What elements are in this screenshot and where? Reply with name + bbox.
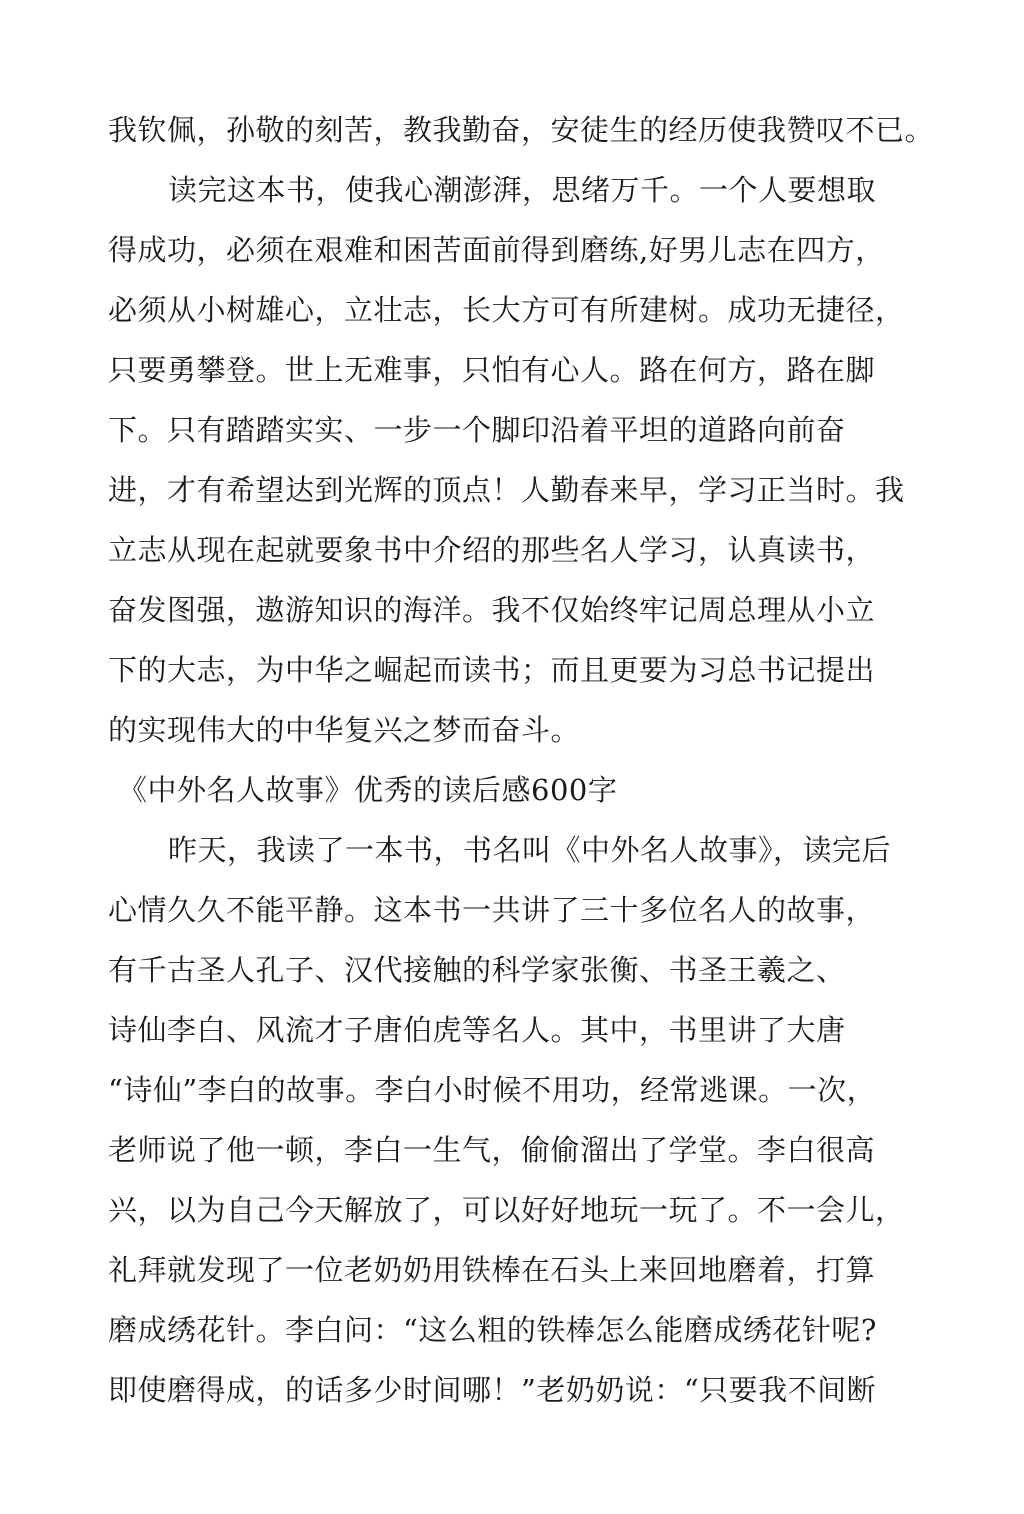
text-line-4: 必须从小树雄心，立壮志，长大方可有所建树。成功无捷径，	[108, 293, 905, 327]
paragraph-start-line: 读完这本书，使我心潮澎湃，思绪万千。一个人要想取	[168, 173, 877, 207]
text-line-21: 磨成绣花针。李白问：“这么粗的铁棒怎么能磨成绣花针呢?	[108, 1313, 877, 1347]
text-line-18: 老师说了他一顿，李白一生气，偷偷溜出了学堂。李白很高	[108, 1133, 876, 1167]
text-line-10: 下的大志，为中华之崛起而读书；而且更要为习总书记提出	[108, 653, 876, 687]
text-line-20: 礼拜就发现了一位老奶奶用铁棒在石头上来回地磨着，打算	[108, 1253, 876, 1287]
text-line-16: 诗仙李白、风流才子唐伯虎等名人。其中，书里讲了大唐	[108, 1013, 846, 1047]
text-line-9: 奋发图强，遨游知识的海洋。我不仅始终牢记周总理从小立	[108, 593, 876, 627]
text-line-17: “诗仙”李白的故事。李白小时候不用功，经常逃课。一次，	[108, 1073, 877, 1107]
text-line-1: 我钦佩，孙敬的刻苦，教我勤奋，安徒生的经历使我赞叹不已。	[108, 113, 935, 147]
text-line-3: 得成功，必须在艰难和困苦面前得到磨练,好男儿志在四方，	[108, 233, 885, 267]
text-line-14: 心情久久不能平静。这本书一共讲了三十多位名人的故事，	[108, 893, 876, 927]
text-line-5: 只要勇攀登。世上无难事，只怕有心人。路在何方，路在脚	[108, 353, 876, 387]
text-line-15: 有千古圣人孔子、汉代接触的科学家张衡、书圣王羲之、	[108, 953, 846, 987]
text-line-6: 下。只有踏踏实实、一步一个脚印沿着平坦的道路向前奋	[108, 413, 846, 447]
paragraph-start-line: 昨天，我读了一本书，书名叫《中外名人故事》，读完后	[168, 833, 892, 867]
section-title: 《中外名人故事》优秀的读后感600字	[118, 773, 618, 807]
text-line-19: 兴，以为自己今天解放了，可以好好地玩一玩了。不一会儿，	[108, 1193, 905, 1227]
text-line-11: 的实现伟大的中华复兴之梦而奋斗。	[108, 713, 581, 747]
text-line-22: 即使磨得成，的话多少时间哪！”老奶奶说：“只要我不间断	[108, 1373, 877, 1407]
text-line-8: 立志从现在起就要象书中介绍的那些名人学习，认真读书，	[108, 533, 876, 567]
text-line-7: 进，才有希望达到光辉的顶点！人勤春来早，学习正当时。我	[108, 473, 905, 507]
